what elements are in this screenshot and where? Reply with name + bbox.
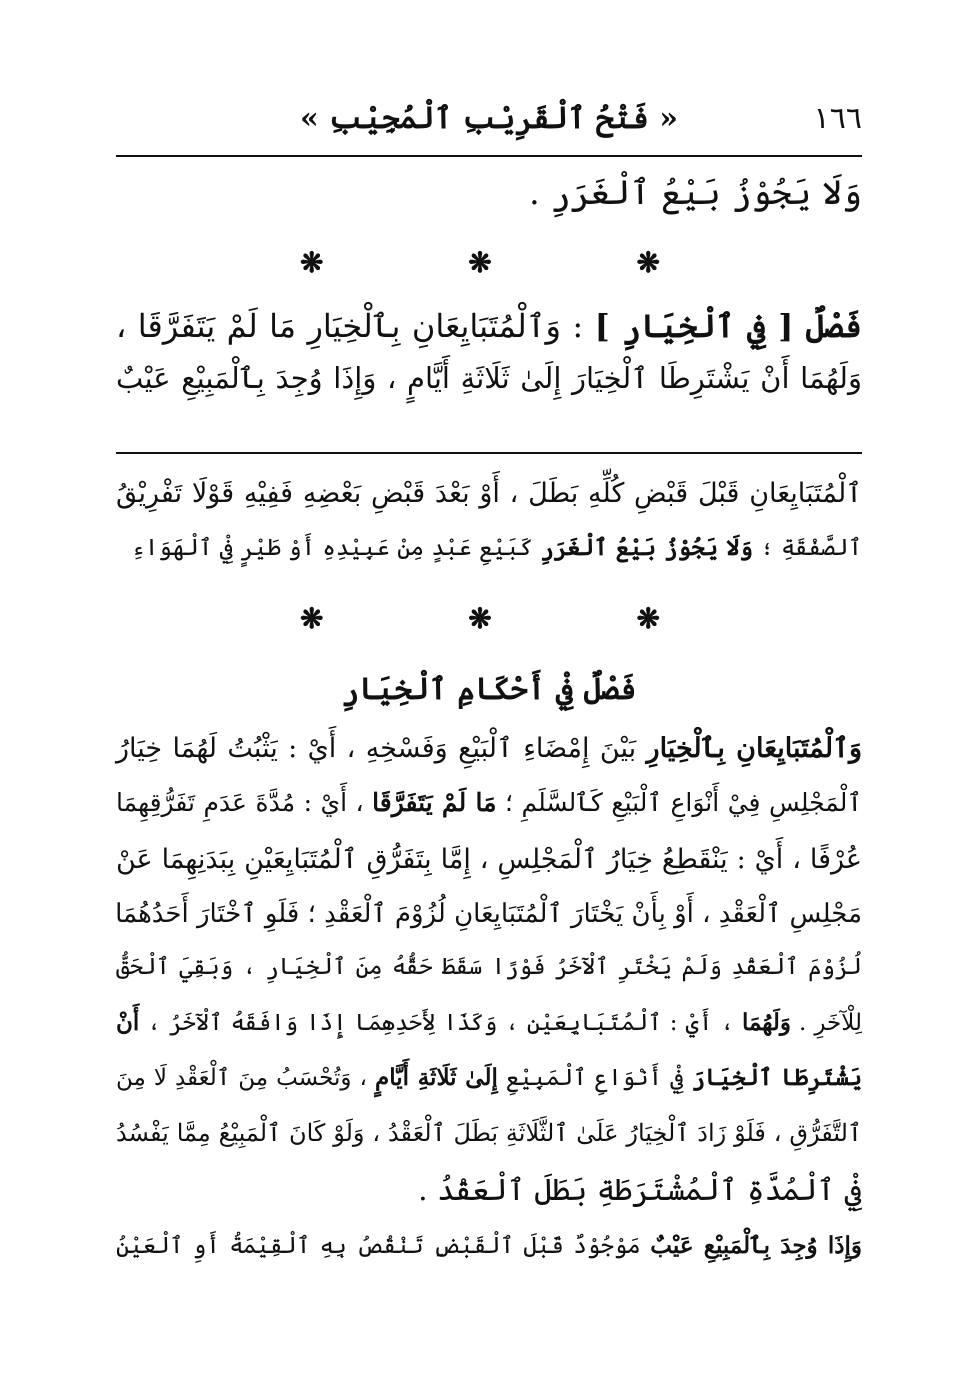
matn-quote: وَلَا يَجُوْزُ بَيْعُ ٱلْغَرَرِ: [540, 534, 754, 561]
matn-text: : وَٱلْمُتَبَايِعَانِ بِٱلْخِيَارِ مَا لَمْ يَتَفَرَّقَا ،: [116, 307, 584, 345]
matn-quote: يَشْتَرِطَا ٱلْخِيَارَ: [691, 1064, 863, 1091]
page-header: [116, 88, 862, 148]
matn-quote: أَنْ: [116, 1009, 140, 1036]
matn-line: وَلَا يَجُوْزُ بَيْعُ ٱلْغَرَرِ .: [529, 173, 862, 213]
matn-commentary-divider: [116, 452, 862, 454]
commentary-text: ٱلْمَجْلِسِ فِيْ أَنْوَاعِ ٱلْبَيْعِ كَٱلسَّلَمِ ؛: [504, 788, 863, 817]
matn-quote: وَإِذَا وُجِدَ بِٱلْمَبِيْعِ عَيْبٌ: [650, 1232, 862, 1259]
matn-quote: إِلَىٰ ثَلَاثَةِ أَيَّامٍ: [374, 1064, 498, 1091]
commentary-text: كَبَيْعِ عَبْدٍ مِنْ عَبِيْدِهِ أَوْ طَيْرٍ فِيْ ٱلْهَوَاءِ: [131, 535, 534, 561]
commentary-line: لُزُوْمَ ٱلْعَقْدِ وَلَمْ يَخْتَرِ ٱلْآخَرُ فَوْرًا سَقَطَ حَقُّهُ مِنَ ٱلْخِيَارِ ، وَبَقِيَ ٱلْحَقُّ: [116, 954, 862, 980]
matn-quote: مَا لَمْ يَتَفَرَّقَا: [372, 788, 497, 817]
commentary-line: مَجْلِسِ ٱلْعَقْدِ ، أَوْ بِأَنْ يَخْتَارَ ٱلْمُتَبَايِعَانِ لُزُوْمَ ٱلْعَقْدِ ؛ فَلَوِ ٱخْتَارَ أَحَدُهُمَا: [115, 899, 862, 929]
commentary-line: [116, 1234, 862, 1258]
commentary-line: [116, 1066, 862, 1090]
commentary-line: [116, 536, 862, 560]
matn-line: وَلَهُمَا أَنْ يَشْتَرِطَا ٱلْخِيَارَ إِلَىٰ ثَلَاثَةِ أَيَّامٍ ، وَإِذَا وُجِدَ بِٱلْمَبِيْعِ عَيْبٌ: [116, 361, 862, 395]
star-icon: ❋: [468, 245, 492, 279]
commentary-line: [116, 790, 862, 815]
commentary-text: فِيْ أَنْوَاعِ ٱلْمَبِيْعِ: [505, 1065, 684, 1091]
running-title: « فَتْحُ ٱلْقَرِيْبِ ٱلْمُجِيْبِ »: [299, 100, 679, 136]
commentary-text: ، أَيْ : مُدَّةَ عَدَمِ تَفَرُّقِهِمَا: [116, 788, 364, 817]
commentary-line: [116, 1011, 862, 1035]
commentary-line: عُرْفًا ، أَيْ : يَنْقَطِعُ خِيَارُ ٱلْمَجْلِسِ ، إِمَّا بِتَفَرُّقِ ٱلْمُتَبَايِعَيْنِ بِبَدَنِهِمَا عَنْ: [116, 844, 862, 875]
star-icon: ❋: [300, 245, 324, 279]
section-title: فَصْلٌ فِيْ أَحْكَامِ ٱلْخِيَارِ: [341, 672, 637, 707]
matn-line: [116, 307, 862, 345]
commentary-line: ٱلْمُتَبَايِعَانِ قَبْلَ قَبْضِ كُلِّهِ بَطَلَ ، أَوْ بَعْدَ قَبْضِ بَعْضِهِ فَفِيْهِ قَوْلَا تَفْرِيْقُ: [116, 478, 862, 509]
commentary-text: لِلْآخَرِ .: [799, 1010, 863, 1036]
commentary-line: [116, 735, 862, 762]
commentary-text: ، وَتُحْسَبُ مِنَ ٱلْعَقْدِ لَا مِنَ: [116, 1065, 367, 1091]
commentary-text: بَيْنَ إِمْضَاءِ ٱلْبَيْعِ وَفَسْخِهِ ، أَيْ : يَثْبُتُ لَهُمَا خِيَارُ: [116, 733, 637, 764]
page-number: ١٦٦: [813, 100, 862, 136]
separator-stars: [300, 244, 660, 280]
star-icon: ❋: [300, 601, 324, 635]
commentary-text: ، أَيْ : ٱلْمُتَبَايِعَيْنِ ، وَكَذَا لِأَحَدِهِمَا إِذَا وَافَقَهُ ٱلْآخَرُ ،: [147, 1010, 734, 1036]
header-rule: [116, 155, 862, 157]
separator-stars: [300, 600, 660, 636]
commentary-text: مَوْجُوْدٌ قَبْلَ ٱلْقَبْضِ تَنْقُصُ بِهِ ٱلْقِيْمَةُ أَوِ ٱلْعَيْنُ: [116, 1233, 641, 1259]
commentary-line: فِيْ ٱلْمُدَّةِ ٱلْمُشْتَرَطَةِ بَطَلَ ٱلْعَقْدُ .: [418, 1173, 862, 1208]
commentary-text: ٱلصَّفْقَةِ ؛: [760, 535, 862, 561]
matn-quote: وَٱلْمُتَبَايِعَانِ بِٱلْخِيَارِ: [646, 733, 862, 764]
star-icon: ❋: [468, 601, 492, 635]
commentary-line: ٱلتَّفَرُّقِ ، فَلَوْ زَادَ ٱلْخِيَارُ عَلَىٰ ٱلثَّلَاثَةِ بَطَلَ ٱلْعَقْدُ ، وَلَوْ كَانَ ٱلْمَبِيْعُ مِمَّا يَفْسُدُ: [116, 1119, 862, 1147]
matn-heading: فَصْلٌ [ فِي ٱلْخِيَارِ ]: [594, 307, 862, 345]
star-icon: ❋: [636, 245, 660, 279]
star-icon: ❋: [636, 601, 660, 635]
matn-quote: وَلَهُمَا: [741, 1009, 791, 1036]
